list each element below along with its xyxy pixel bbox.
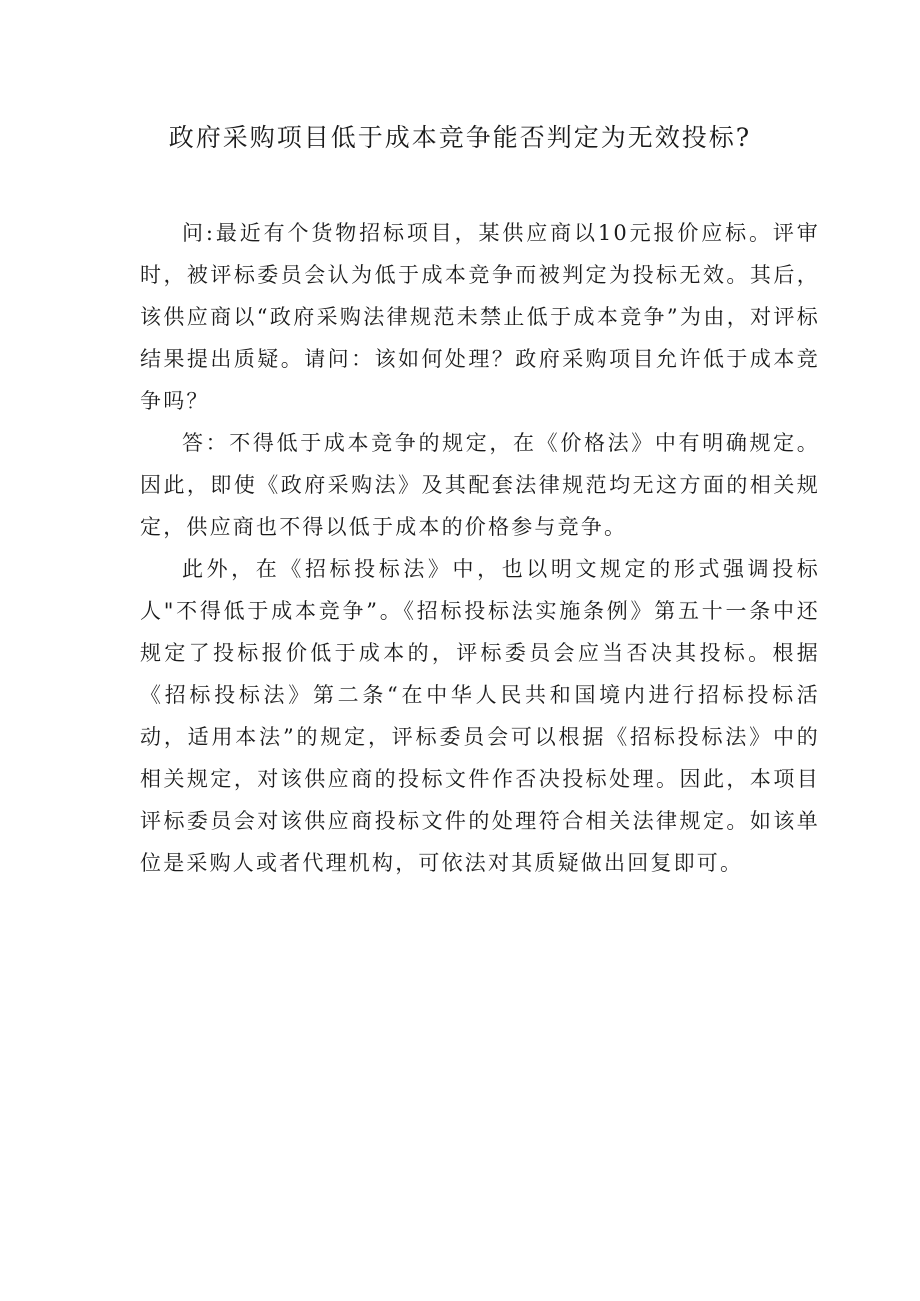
answer-paragraph: 答：不得低于成本竞争的规定，在《价格法》中有明确规定。因此，即使《政府采购法》及其配套法律规范均无这方面的相关规定，供应商也不得以低于成本的价格参与竞争。 [140, 431, 820, 539]
question-paragraph: 问:最近有个货物招标项目，某供应商以10元报价应标。评审时，被评标委员会认为低于成本竞争而被判定为投标无效。其后，该供应商以“政府采购法律规范未禁止低于成本竞争”为由，对评标结果提出质疑。请问：该如何处理？政府采购项目允许低于成本竞争吗？ [140, 221, 820, 413]
document-title: 政府采购项目低于成本竞争能否判定为无效投标? [168, 123, 752, 152]
document-body [140, 212, 820, 884]
additional-paragraph: 此外，在《招标投标法》中，也以明文规定的形式强调投标人"不得低于成本竞争”。《招标投标法实施条例》第五十一条中还规定了投标报价低于成本的，评标委员会应当否决其投标。根据《招标投标法》第二条“在中华人民共和国境内进行招标投标活动，适用本法”的规定，评标委员会可以根据《招标投标法》中的相关规定，对该供应商的投标文件作否决投标处理。因此，本项目评标委员会对该供应商投标文件的处理符合相关法律规定。如该单位是采购人或者代理机构，可依法对其质疑做出回复即可。 [140, 557, 820, 875]
